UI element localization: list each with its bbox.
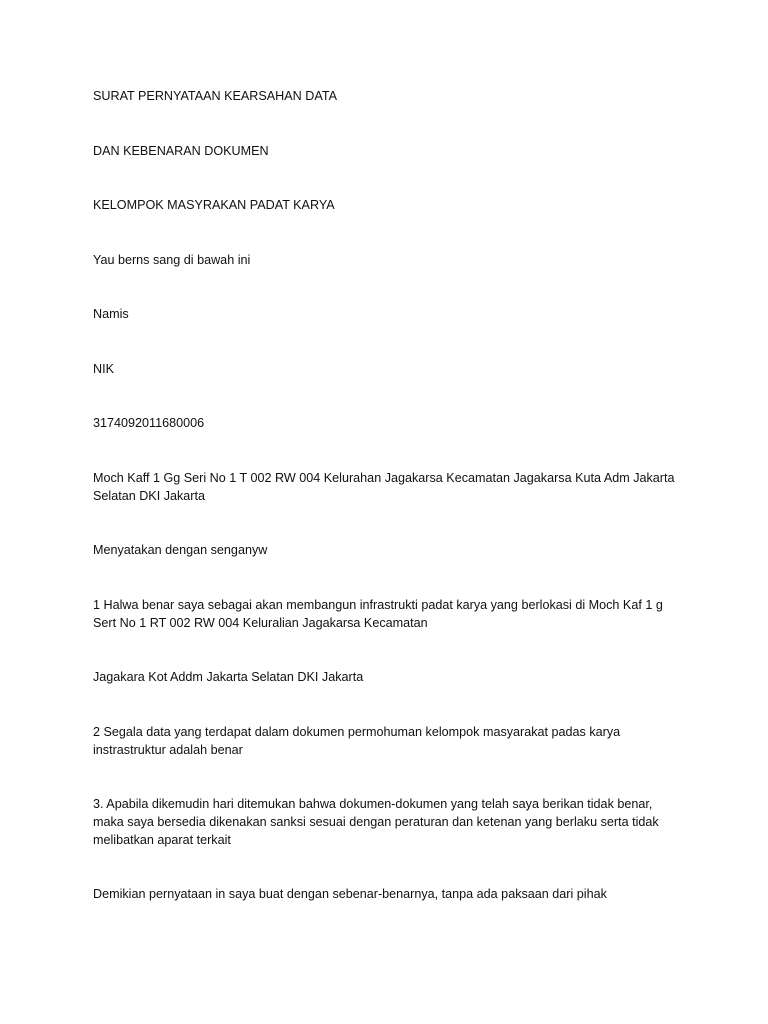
address-text: Moch Kaff 1 Gg Seri No 1 T 002 RW 004 Kelurahan Jagakarsa Kecamatan Jagakarsa Kuta Adm Jakarta Selatan DKI Jakarta (93, 471, 675, 503)
nik-value: 3174092011680006 (93, 416, 205, 430)
title-line-1: SURAT PERNYATAAN KEARSAHAN DATA (93, 89, 337, 103)
statement-point-3: 3. Apabila dikemudin hari ditemukan bahwa dokumen-dokumen yang telah saya berikan tidak benar, maka saya bersedia dikenakan sanksi sesuai dengan peraturan dan ketenan yang berlaku serta tidak melibatkan aparat terkait (93, 797, 659, 847)
statement-intro: Menyatakan dengan senganyw (93, 543, 268, 557)
title-line-3: KELOMPOK MASYRAKAN PADAT KARYA (93, 198, 335, 212)
closing-statement: Demikian pernyataan in saya buat dengan sebenar-benarnya, tanpa ada paksaan dari pihak (93, 887, 607, 901)
statement-point-1-continued: Jagakara Kot Addm Jakarta Selatan DKI Jakarta (93, 670, 364, 684)
name-label: Namis (93, 307, 129, 321)
title-line-2: DAN KEBENARAN DOKUMEN (93, 144, 269, 158)
intro-text: Yau berns sang di bawah ini (93, 253, 251, 267)
nik-label: NIK (93, 362, 114, 376)
statement-point-2: 2 Segala data yang terdapat dalam dokumen permohuman kelompok masyarakat padas karya instrastruktur adalah benar (93, 725, 621, 757)
statement-point-1: 1 Halwa benar saya sebagai akan membangun infrastrukti padat karya yang berlokasi di Moch Kaf 1 g Sert No 1 RT 002 RW 004 Keluralian Jagakarsa Kecamatan (93, 598, 663, 630)
